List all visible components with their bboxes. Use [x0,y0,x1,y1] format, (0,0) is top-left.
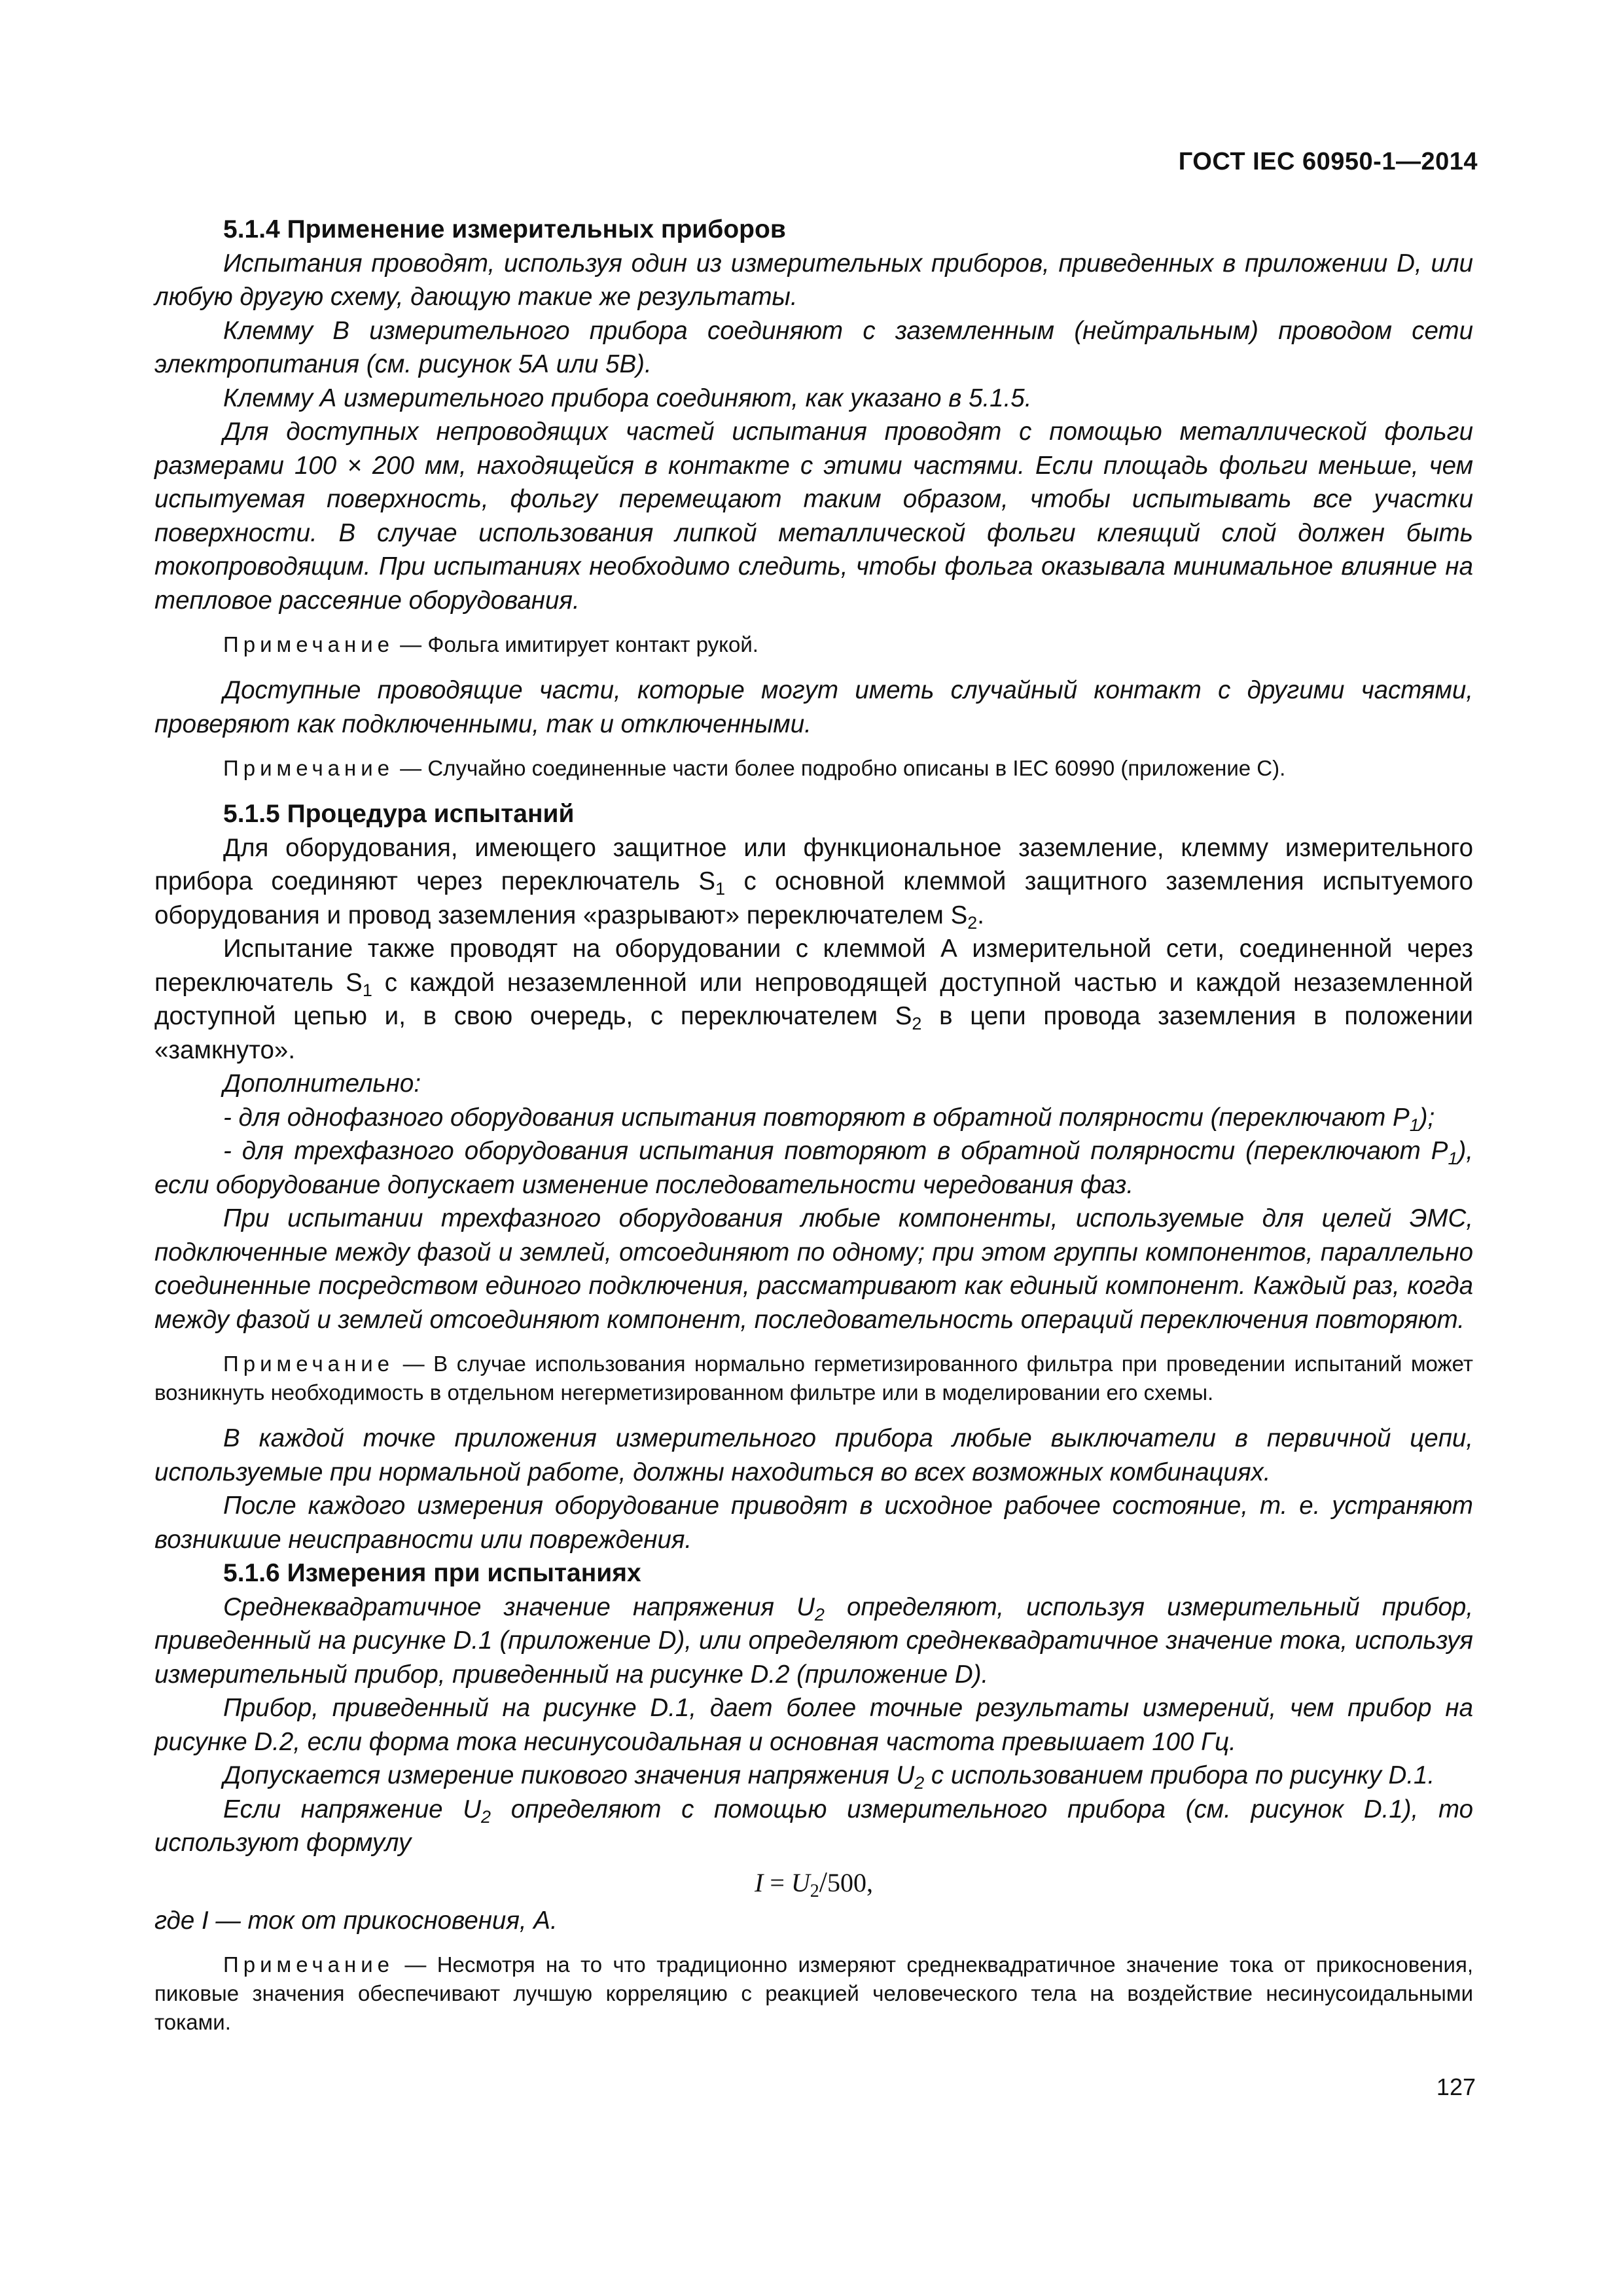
formula-explanation: где I — ток от прикосновения, А. [154,1906,558,1935]
formula-denominator: 500, [827,1867,873,1897]
document-id-header: ГОСТ IEC 60950-1—2014 [1178,148,1478,175]
list-item [154,1101,1473,1135]
note [154,754,1473,783]
text-run: Испытание также проводят на оборудовании с клеммой А измерительной сети, соединенной через переключатель S [154,935,1473,997]
note-text: — Фольга имитирует контакт рукой. [394,632,758,656]
note [154,630,1473,659]
text-run: с использованием прибора по рисунку D.1. [924,1761,1435,1789]
note-label: Примечание [223,1952,395,1977]
note-label: Примечание [223,756,395,780]
text-run: Среднеквадратичное значение напряжения U [223,1592,815,1621]
text-run: - для трехфазного оборудования испытания повторяют в обратной полярности (переключают P [223,1137,1448,1165]
text-run: - для однофазного оборудования испытания повторяют в обратной полярности (переключают P [223,1103,1410,1132]
paragraph: Клемму А измерительного прибора соединяют, как указано в 5.1.5. [223,384,1032,412]
text-run: ), если оборудование допускает изменение последовательности чередования фаз. [154,1137,1473,1199]
formula-slash: / [819,1865,827,1898]
paragraph: Испытания проводят, используя один из измерительных приборов, приведенных в приложении D, или любую другую схему, дающую такие же результаты. [154,249,1473,311]
section-heading-5-1-4: 5.1.4 Применение измерительных приборов [223,215,786,243]
text-run: определяют, используя измерительный прибор, приведенный на рисунке D.1 (приложение D), или определяют среднеквадратичное значение тока, используя измерительный прибор, приведенный на рисунке D.2 (приложение D). [154,1592,1474,1689]
text-run: . [977,901,984,929]
subscript: 1 [1409,1115,1419,1135]
section-heading-5-1-6: 5.1.6 Измерения при испытаниях [223,1559,641,1587]
paragraph [154,932,1473,1067]
text-run: определяют с помощью измерительного прибора (см. рисунок D.1), то используют формулу [154,1795,1473,1857]
paragraph [154,831,1473,933]
note-text: — В случае использования нормально герметизированного фильтра при проведении испытаний может возникнуть необходимость в отдельном негерметизированном фильтре или в моделировании его схемы. [154,1352,1473,1405]
formula [154,1864,1473,1901]
page-number: 127 [1436,2073,1476,2100]
subscript: 1 [362,980,372,1000]
note-label: Примечание [223,1352,395,1376]
subscript: 2 [912,1014,922,1033]
paragraph: Прибор, приведенный на рисунке D.1, дает более точные результаты измерений, чем прибор на рисунке D.2, если форма тока несинусоидальная и основная частота превышает 100 Гц. [154,1694,1473,1756]
subscript: 2 [810,1880,819,1901]
list-item [154,1134,1473,1202]
subscript: 2 [967,912,978,933]
note-text: — Случайно соединенные части более подробно описаны в IEC 60990 (приложение С). [394,756,1286,780]
paragraph: В каждой точке приложения измерительного прибора любые выключатели в первичной цепи, используемые при нормальной работе, должны находиться во всех возможных комбинациях. [154,1424,1473,1486]
page-content [154,213,1473,2051]
paragraph [154,1759,1473,1793]
note [154,1350,1473,1407]
text-run: с каждой незаземленной или непроводящей доступной частью и каждой незаземленной доступной цепью и, в свою очередь, с переключателем S [154,968,1473,1030]
text-run: Для оборудования, имеющего защитное или функциональное заземление, клемму измерительного прибора соединяют через переключатель S [154,833,1473,895]
section-heading-5-1-5: 5.1.5 Процедура испытаний [223,800,575,828]
note-text: — Несмотря на то что традиционно измеряют среднеквадратичное значение тока от прикосновения, пиковые значения обеспечивают лучшую корреляцию с реакцией человеческого тела на воздействие несинусоидальными токами. [154,1952,1473,2034]
note [154,1950,1473,2037]
text-run: Допускается измерение пикового значения напряжения U [223,1761,915,1789]
text-run: Если напряжение U [223,1795,482,1823]
paragraph: Для доступных непроводящих частей испытания проводят с помощью металлической фольги размерами 100 × 200 мм, находящейся в контакте с этими частями. Если площадь фольги меньше, чем испытуемая поверхность, фольгу перемещают таким образом, чтобы испытывать все участки поверхности. В случае использования липкой металлической фольги клеящий слой должен быть токопроводящим. При испытаниях необходимо следить, чтобы фольга оказывала минимальное влияние на тепловое рассеяние оборудования. [154,418,1473,615]
paragraph: Дополнительно: [223,1069,421,1098]
paragraph [154,1793,1473,1860]
paragraph: При испытании трехфазного оборудования любые компоненты, используемые для целей ЭМС, подключенные между фазой и землей, отсоединяют по одному; при этом группы компонентов, параллельно соединенные посредством единого подключения, рассматривают как единый компонент. Каждый раз, когда между фазой и землей отсоединяют компонент, последовательность операций переключения повторяют. [154,1204,1473,1334]
paragraph: Клемму В измерительного прибора соединяют с заземленным (нейтральным) проводом сети электропитания (см. рисунок 5А или 5В). [154,316,1473,378]
subscript: 1 [715,879,726,899]
note-label: Примечание [223,632,395,656]
text-run: ); [1419,1103,1435,1132]
subscript: 1 [1448,1149,1458,1168]
formula-equals: = [763,1867,791,1897]
subscript: 2 [914,1773,925,1793]
formula-variable: U [791,1867,810,1897]
paragraph: После каждого измерения оборудование приводят в исходное рабочее состояние, т. е. устраняют возникшие неисправности или повреждения. [154,1492,1473,1554]
subscript: 2 [814,1604,825,1624]
text-run: в цепи провода заземления в положении «замкнуто». [154,1002,1473,1064]
paragraph [154,1590,1473,1692]
formula-variable: I [754,1867,764,1897]
text-run: с основной клеммой защитного заземления испытуемого оборудования и провод заземления «разрывают» переключателем S [154,867,1473,929]
subscript: 2 [481,1806,491,1827]
paragraph: Доступные проводящие части, которые могут иметь случайный контакт с другими частями, проверяют как подключенными, так и отключенными. [154,676,1473,738]
